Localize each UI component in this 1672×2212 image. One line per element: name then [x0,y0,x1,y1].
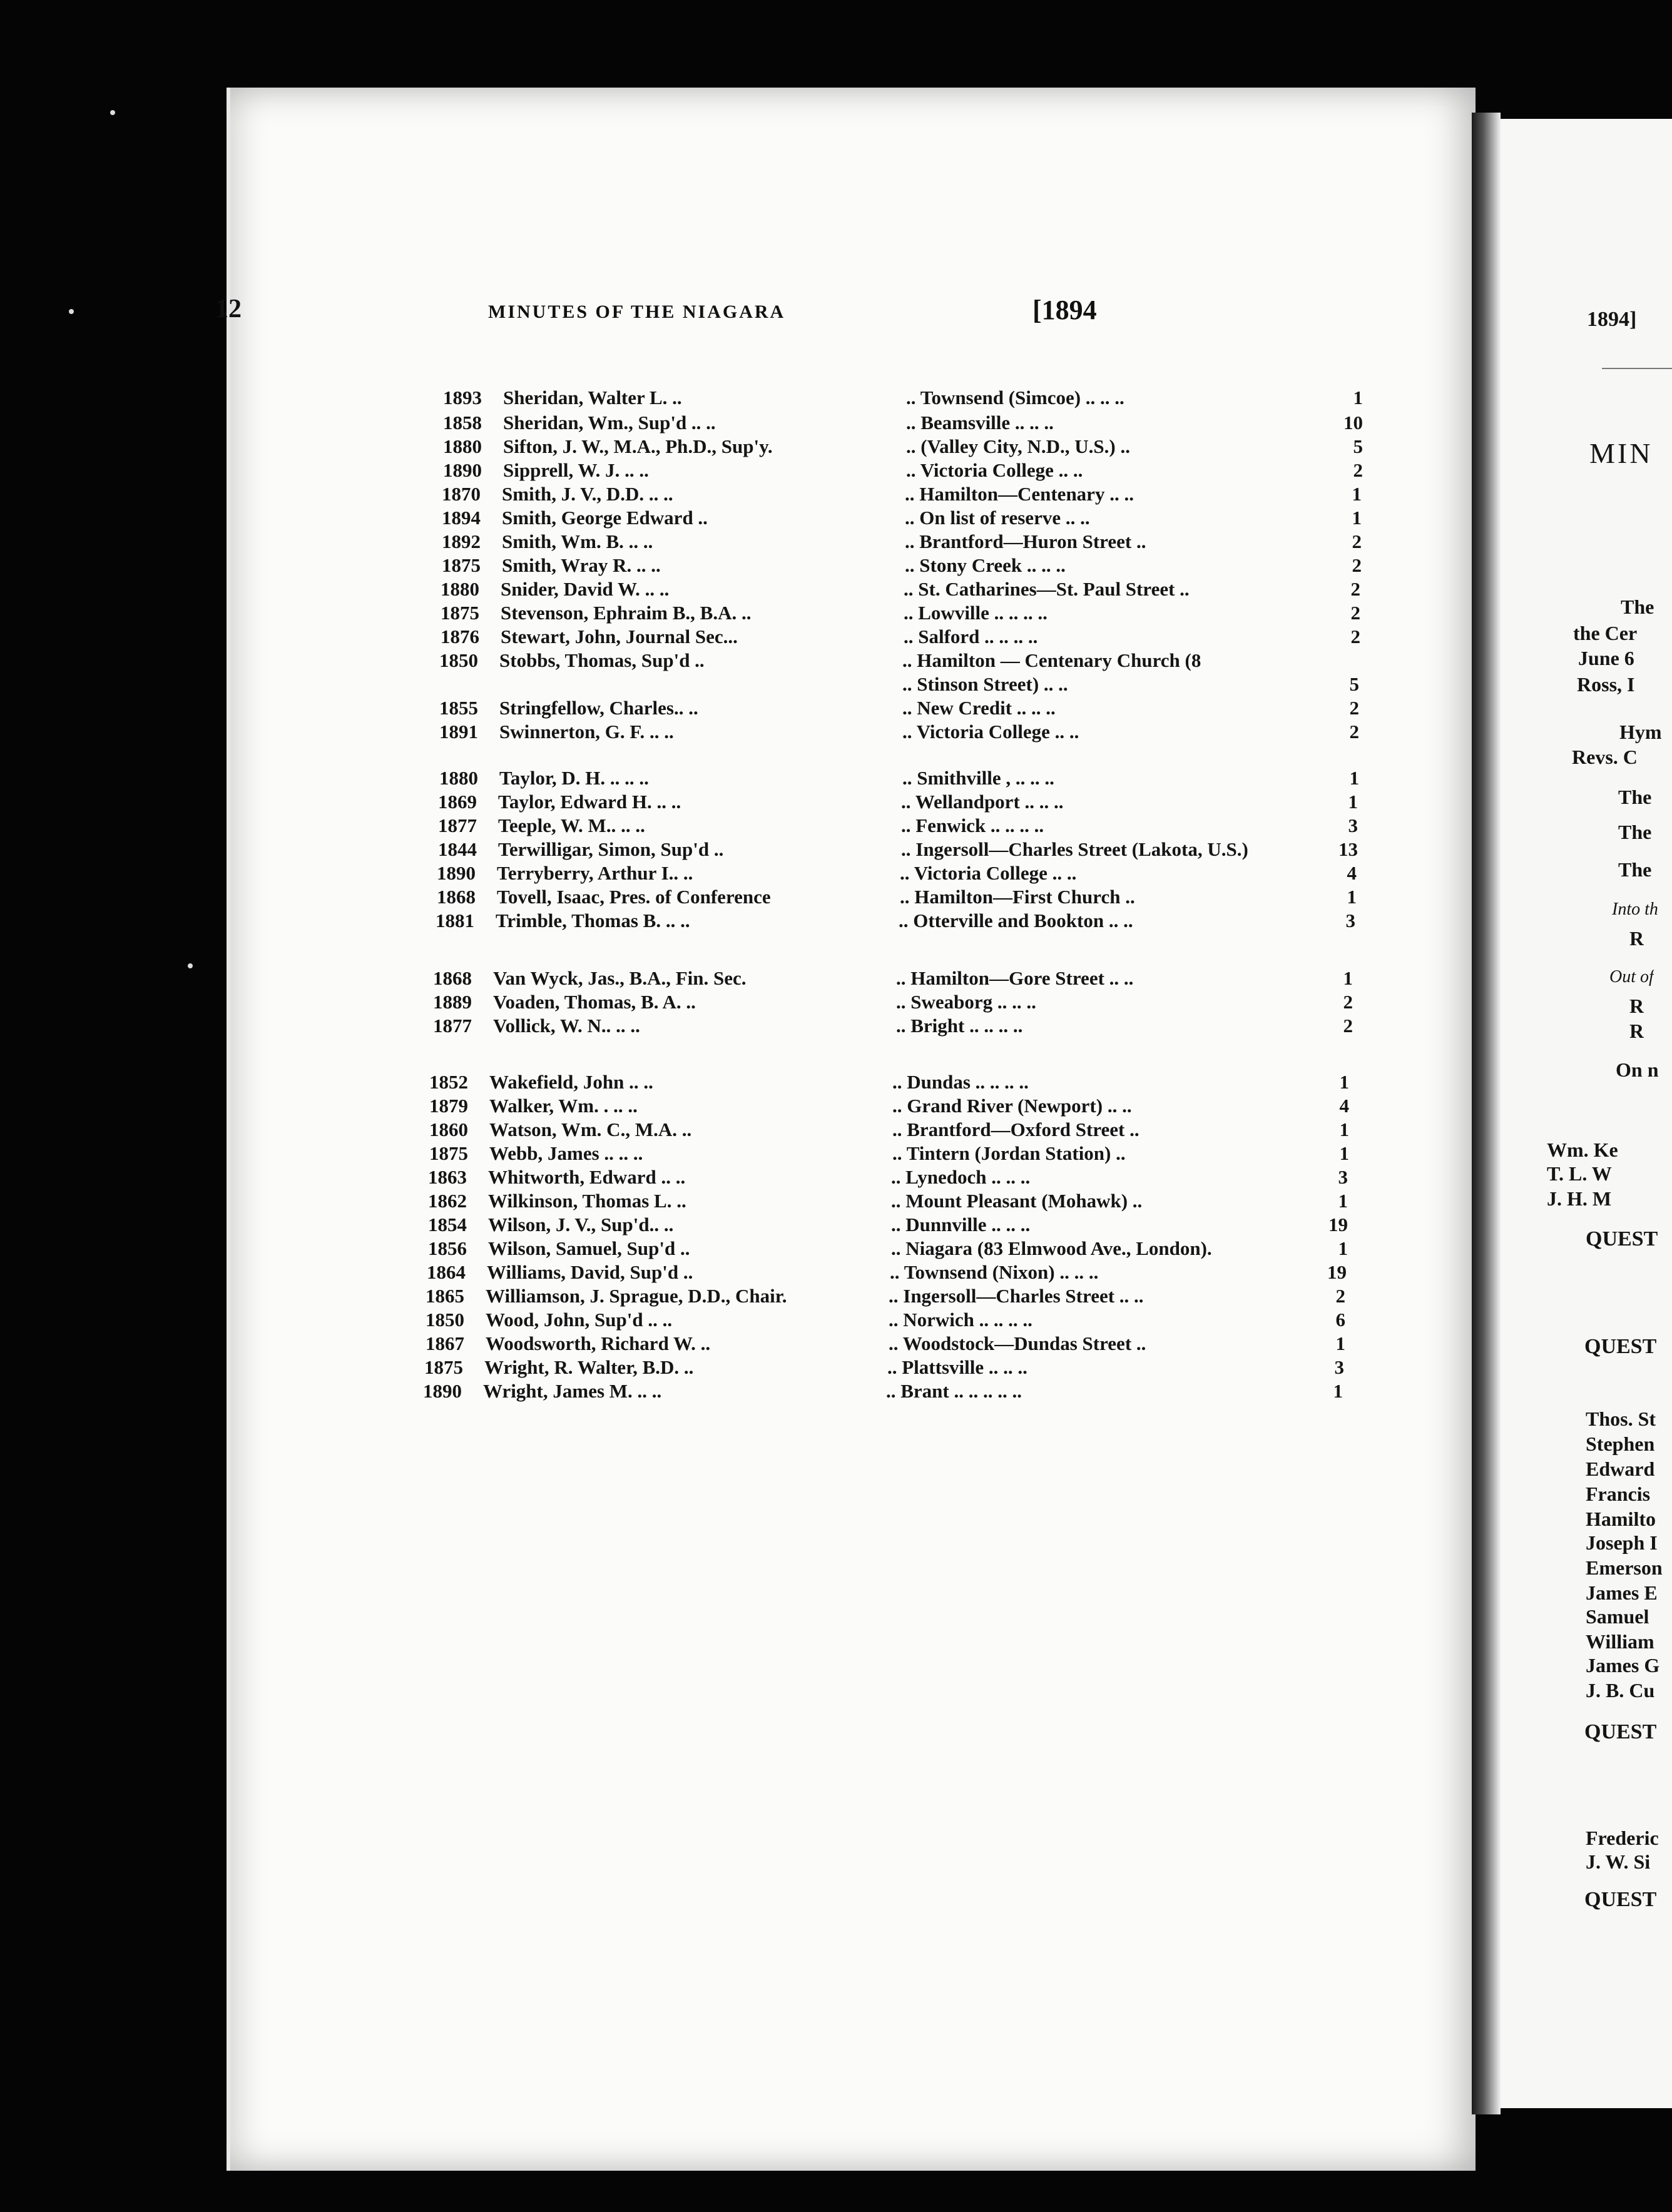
minister-name: Terwilligar, Simon, Sup'd .. [498,838,724,860]
circuit-name: .. Hamilton—Gore Street .. .. [896,967,1134,989]
facing-line: Hamilto [1586,1508,1656,1530]
page-gutter [1472,113,1501,2114]
circuit-name: .. Brantford—Oxford Street .. [892,1119,1139,1140]
years-count: 2 [1350,578,1360,600]
circuit-name: .. On list of reserve .. .. [905,507,1090,529]
circuit-name: .. Bright .. .. .. .. [896,1015,1023,1037]
table-row [443,412,1369,437]
entry-year: 1879 [429,1095,468,1117]
entry-year: 1875 [442,554,481,576]
entry-year: 1850 [426,1309,464,1331]
entry-year: 1864 [427,1261,466,1283]
circuit-name: .. Ingersoll—Charles Street .. .. [889,1285,1144,1307]
table-row [438,838,1364,863]
minister-name: Sheridan, Wm., Sup'd .. .. [503,412,716,434]
minister-name: Wright, James M. .. .. [483,1380,662,1402]
circuit-name: .. Salford .. .. .. .. [904,626,1038,647]
table-row [443,459,1369,484]
table-row [443,387,1369,412]
facing-page-rule [1602,368,1672,369]
entry-year: 1875 [424,1356,463,1378]
minister-name: Stevenson, Ephraim B., B.A. .. [501,602,752,624]
table-row [438,814,1364,840]
facing-title-fragment: MIN [1589,437,1653,469]
circuit-name: .. Wellandport .. .. .. [901,791,1064,813]
circuit-name: .. Lynedoch .. .. .. [891,1166,1031,1188]
minister-name: Van Wyck, Jas., B.A., Fin. Sec. [493,967,747,989]
entry-year: 1862 [428,1190,467,1212]
facing-line: R [1629,1020,1644,1042]
years-count: 2 [1353,459,1363,481]
years-count: 2 [1349,697,1359,719]
entry-year: 1889 [433,991,472,1013]
years-count: 5 [1353,435,1363,457]
facing-line: Into th [1612,900,1658,919]
years-count: 1 [1333,1380,1343,1402]
circuit-name: .. Smithville , .. .. .. [902,767,1054,789]
entry-year: 1865 [426,1285,464,1307]
minister-name: Smith, Wm. B. .. .. [502,530,653,552]
table-row [442,530,1368,556]
facing-line: The [1618,786,1652,808]
table-row [427,1261,1353,1286]
years-count: 1 [1347,886,1357,908]
years-count: 2 [1352,530,1362,552]
years-count: 13 [1338,838,1358,860]
years-count: 2 [1343,991,1353,1013]
minister-name: Woodsworth, Richard W. .. [486,1332,711,1354]
table-row [439,697,1365,722]
years-count: 2 [1350,626,1360,647]
facing-line: Emerson [1586,1556,1663,1579]
table-row [433,991,1359,1016]
table-row [442,554,1368,579]
entry-year: 1870 [442,483,481,505]
table-row [439,673,1365,698]
table-row [441,626,1367,651]
scan-speck [188,963,193,968]
entry-year: 1856 [428,1237,467,1259]
facing-line: Frederic [1586,1827,1659,1849]
entry-year: 1854 [428,1214,467,1235]
entry-year: 1844 [438,838,477,860]
header-year: [1894 [1032,295,1097,325]
minister-name: Whitworth, Edward .. .. [488,1166,686,1188]
minister-name: Snider, David W. .. .. [501,578,670,600]
facing-line: the Cer [1573,622,1638,644]
minister-name: Smith, Wray R. .. .. [502,554,661,576]
years-count: 3 [1348,814,1358,836]
entry-year: 1852 [429,1071,468,1093]
minister-name: Sifton, J. W., M.A., Ph.D., Sup'y. [503,435,773,457]
facing-line: Francis [1586,1483,1651,1505]
minister-name: Williams, David, Sup'd .. [487,1261,693,1283]
years-count: 2 [1350,602,1360,624]
circuit-name: .. Grand River (Newport) .. .. [892,1095,1132,1117]
circuit-name: .. Lowville .. .. .. .. [904,602,1048,624]
minister-name: Sipprell, W. J. .. .. [503,459,649,481]
entry-year: 1863 [428,1166,467,1188]
facing-line: Thos. St [1586,1408,1656,1430]
table-row [429,1142,1355,1167]
scan-speck [69,309,74,314]
circuit-name: .. Hamilton—First Church .. [900,886,1135,908]
circuit-name: .. Stinson Street) .. .. [902,673,1068,695]
table-row [428,1214,1354,1239]
running-title: MINUTES OF THE NIAGARA [488,302,786,322]
entry-year: 1893 [443,387,482,408]
facing-line: Wm. Ke [1547,1139,1618,1161]
minister-name: Walker, Wm. . .. .. [489,1095,638,1117]
facing-line: The [1618,821,1652,843]
table-row [428,1190,1354,1215]
years-count: 1 [1353,387,1363,408]
table-row [439,649,1365,674]
entry-year: 1890 [437,862,476,884]
circuit-name: .. Norwich .. .. .. .. [889,1309,1032,1331]
circuit-name: .. Stony Creek .. .. .. [905,554,1066,576]
minister-name: Watson, Wm. C., M.A. .. [489,1119,692,1140]
facing-line: William [1586,1630,1654,1653]
entry-year: 1855 [439,697,478,719]
table-row [438,791,1364,816]
facing-line: R [1629,927,1644,950]
minister-name: Wakefield, John .. .. [489,1071,653,1093]
entry-year: 1890 [423,1380,462,1402]
circuit-name: .. Niagara (83 Elmwood Ave., London). [891,1237,1212,1259]
circuit-name: .. Sweaborg .. .. .. [896,991,1036,1013]
years-count: 1 [1339,1119,1349,1140]
facing-line: Ross, I [1577,673,1635,696]
facing-line: Out of [1609,967,1654,987]
entry-year: 1880 [441,578,479,600]
scan-speck [110,110,115,115]
circuit-name: .. Victoria College .. .. [906,459,1083,481]
table-row [429,1071,1355,1096]
entry-year: 1867 [426,1332,464,1354]
circuit-name: .. Victoria College .. .. [902,721,1079,743]
circuit-name: .. Tintern (Jordan Station) .. [892,1142,1126,1164]
table-row [423,1380,1349,1405]
table-row [429,1095,1355,1120]
facing-question-heading: QUEST [1584,1720,1657,1743]
years-count: 1 [1348,791,1358,813]
years-count: 1 [1349,767,1359,789]
entry-year: 1894 [442,507,481,529]
years-count: 1 [1352,483,1362,505]
entry-year: 1877 [433,1015,472,1037]
facing-line: June 6 [1578,647,1634,669]
entry-year: 1869 [438,791,477,813]
table-row [428,1166,1354,1191]
years-count: 2 [1352,554,1362,576]
page-number: 12 [215,295,242,323]
table-row [437,886,1363,911]
facing-header-year: 1894] [1587,308,1637,331]
facing-line: Stephen [1586,1433,1655,1455]
years-count: 1 [1338,1237,1348,1259]
table-row [428,1237,1354,1262]
entry-year: 1877 [438,814,477,836]
minister-name: Wilson, Samuel, Sup'd .. [488,1237,690,1259]
facing-question-heading: QUEST [1584,1888,1657,1911]
facing-line: R [1629,995,1644,1017]
minister-name: Wright, R. Walter, B.D. .. [484,1356,694,1378]
years-count: 2 [1349,721,1359,743]
minister-name: Tovell, Isaac, Pres. of Conference [497,886,771,908]
minister-name: Teeple, W. M.. .. .. [498,814,645,836]
entry-year: 1860 [429,1119,468,1140]
entry-year: 1876 [441,626,479,647]
years-count: 2 [1343,1015,1353,1037]
entry-year: 1880 [439,767,478,789]
table-row [442,483,1368,508]
circuit-name: .. Plattsville .. .. .. [887,1356,1027,1378]
facing-question-heading: QUEST [1584,1335,1657,1358]
facing-line: J. H. M [1547,1187,1612,1210]
minister-name: Taylor, D. H. .. .. .. [499,767,649,789]
minister-name: Stewart, John, Journal Sec... [501,626,738,647]
table-row [437,862,1363,887]
table-row [439,721,1365,746]
minister-name: Stobbs, Thomas, Sup'd .. [499,649,705,671]
facing-line: Joseph I [1586,1531,1658,1554]
circuit-name: .. Woodstock—Dundas Street .. [889,1332,1146,1354]
table-row [433,1015,1359,1040]
facing-line: J. W. Si [1586,1850,1651,1873]
table-row [441,602,1367,627]
facing-line: James E [1586,1581,1658,1604]
years-count: 1 [1335,1332,1345,1354]
circuit-name: .. Otterville and Bookton .. .. [899,910,1133,931]
years-count: 19 [1327,1261,1347,1283]
table-row [443,435,1369,460]
minister-name: Stringfellow, Charles.. .. [499,697,698,719]
circuit-name: .. (Valley City, N.D., U.S.) .. [906,435,1130,457]
circuit-name: .. Beamsville .. .. .. [906,412,1054,434]
years-count: 5 [1349,673,1359,695]
minister-name: Swinnerton, G. F. .. .. [499,721,674,743]
years-count: 3 [1345,910,1355,931]
minister-name: Sheridan, Walter L. .. [503,387,682,408]
table-row [424,1356,1350,1381]
circuit-name: .. Mount Pleasant (Mohawk) .. [891,1190,1143,1212]
facing-question-heading: QUEST [1586,1227,1658,1251]
facing-line: On n [1616,1058,1659,1081]
table-row [436,910,1362,935]
circuit-name: .. Ingersoll—Charles Street (Lakota, U.S.) [901,838,1248,860]
entry-year: 1875 [429,1142,468,1164]
years-count: 4 [1339,1095,1349,1117]
entry-year: 1868 [433,967,472,989]
facing-line: Edward [1586,1458,1655,1480]
table-row [426,1285,1352,1310]
entry-year: 1858 [443,412,482,434]
circuit-name: .. Townsend (Nixon) .. .. .. [890,1261,1099,1283]
minister-name: Smith, J. V., D.D. .. .. [502,483,673,505]
table-row [441,578,1367,603]
years-count: 2 [1335,1285,1345,1307]
entry-year: 1875 [441,602,479,624]
circuit-name: .. Townsend (Simcoe) .. .. .. [906,387,1124,408]
minister-name: Terryberry, Arthur I.. .. [497,862,693,884]
years-count: 1 [1343,967,1353,989]
circuit-name: .. Victoria College .. .. [900,862,1077,884]
entry-year: 1868 [437,886,476,908]
years-count: 19 [1328,1214,1348,1235]
years-count: 1 [1339,1071,1349,1093]
circuit-name: .. Dundas .. .. .. .. [892,1071,1029,1093]
years-count: 10 [1343,412,1363,434]
minister-name: Wilson, J. V., Sup'd.. .. [488,1214,674,1235]
facing-page [1477,119,1672,2108]
minister-name: Voaden, Thomas, B. A. .. [493,991,696,1013]
years-count: 1 [1338,1190,1348,1212]
years-count: 3 [1338,1166,1348,1188]
minister-name: Williamson, J. Sprague, D.D., Chair. [486,1285,787,1307]
entry-year: 1881 [436,910,474,931]
facing-line: James G [1586,1654,1660,1677]
entry-year: 1892 [442,530,481,552]
table-row [426,1309,1352,1334]
facing-line: J. B. Cu [1586,1679,1655,1702]
circuit-name: .. St. Catharines—St. Paul Street .. [904,578,1190,600]
years-count: 1 [1339,1142,1349,1164]
years-count: 6 [1335,1309,1345,1331]
table-row [429,1119,1355,1144]
minister-name: Webb, James .. .. .. [489,1142,643,1164]
circuit-name: .. Brant .. .. .. .. .. [886,1380,1022,1402]
circuit-name: .. Brantford—Huron Street .. [905,530,1146,552]
page-header [0,294,1672,332]
minister-name: Wilkinson, Thomas L. .. [488,1190,686,1212]
minister-name: Vollick, W. N.. .. .. [493,1015,640,1037]
facing-line: The [1618,858,1652,881]
minister-name: Taylor, Edward H. .. .. [498,791,681,813]
facing-line: T. L. W [1547,1162,1612,1185]
years-count: 1 [1352,507,1362,529]
circuit-name: .. Hamilton—Centenary .. .. [905,483,1134,505]
minister-name: Trimble, Thomas B. .. .. [496,910,690,931]
years-count: 4 [1347,862,1357,884]
entry-year: 1891 [439,721,478,743]
table-row [442,507,1368,532]
years-count: 3 [1334,1356,1344,1378]
facing-line: Revs. C [1572,746,1638,768]
facing-line: The [1621,596,1654,618]
facing-line: Samuel [1586,1605,1649,1628]
table-row [439,767,1365,792]
table-row [426,1332,1352,1357]
entry-year: 1880 [443,435,482,457]
table-row [433,967,1359,992]
entry-year: 1890 [443,459,482,481]
circuit-name: .. Fenwick .. .. .. .. [901,814,1044,836]
minister-name: Wood, John, Sup'd .. .. [486,1309,673,1331]
circuit-name: .. Dunnville .. .. .. [891,1214,1031,1235]
circuit-name: .. New Credit .. .. .. [902,697,1056,719]
facing-line: Hym [1619,721,1662,743]
entry-year: 1850 [439,649,478,671]
circuit-name: .. Hamilton — Centenary Church (8 [902,649,1201,671]
minister-name: Smith, George Edward .. [502,507,708,529]
